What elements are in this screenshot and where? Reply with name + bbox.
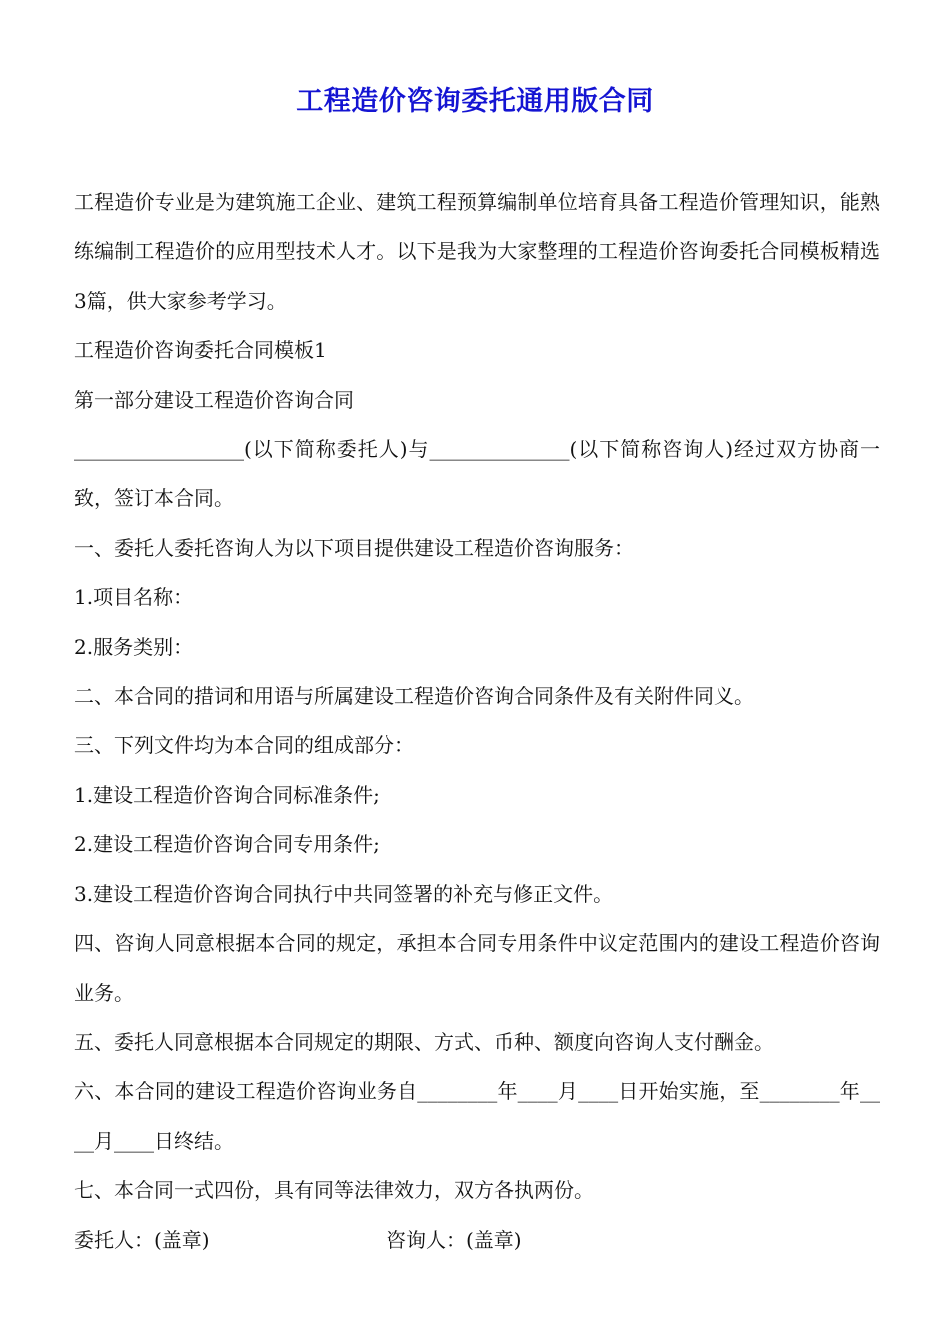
clause-3-item-3: 3.建设工程造价咨询合同执行中共同签署的补充与修正文件。: [74, 881, 614, 906]
intro-paragraph: 工程造价专业是为建筑施工企业、建筑工程预算编制单位培育具备工程造价管理知识，能熟练编制工程造价的应用型技术人才。以下是我为大家整理的工程造价咨询委托合同模板精选3篇，供大家参考学习。: [74, 190, 880, 313]
clause-3-item-1: 1.建设工程造价咨询合同标准条件;: [74, 782, 380, 807]
clause-2: 二、本合同的措词和用语与所属建设工程造价咨询合同条件及有关附件同义。: [74, 684, 754, 709]
part-one-heading: 第一部分建设工程造价咨询合同: [74, 387, 354, 412]
clause-1: 一、委托人委托咨询人为以下项目提供建设工程造价咨询服务：: [74, 535, 634, 560]
clause-7: 七、本合同一式四份，具有同等法律效力，双方各执两份。: [74, 1178, 594, 1203]
clause-3: 三、下列文件均为本合同的组成部分：: [74, 733, 414, 758]
client-signature: 委托人：(盖章): [74, 1227, 210, 1252]
clause-5: 五、委托人同意根据本合同规定的期限、方式、币种、额度向咨询人支付酬金。: [74, 1029, 774, 1054]
clause-1-item-2: 2.服务类别：: [74, 634, 194, 659]
template-heading: 工程造价咨询委托合同模板1: [74, 338, 327, 363]
signature-line: [74, 1216, 880, 1265]
document-title: 工程造价咨询委托通用版合同: [296, 86, 654, 117]
document-body: [74, 178, 880, 1265]
clause-3-item-2: 2.建设工程造价咨询合同专用条件;: [74, 832, 380, 857]
clause-6: 六、本合同的建设工程造价咨询业务自________年____月____日开始实施，至________年____月____日终结。: [74, 1079, 880, 1153]
clause-1-item-1: 1.项目名称：: [74, 585, 194, 610]
parties-paragraph: _________________(以下简称委托人)与______________(以下简称咨询人)经过双方协商一致，签订本合同。: [74, 437, 880, 511]
consultant-signature: 咨询人：(盖章): [386, 1227, 522, 1252]
clause-4: 四、咨询人同意根据本合同的规定，承担本合同专用条件中议定范围内的建设工程造价咨询业务。: [74, 931, 880, 1005]
